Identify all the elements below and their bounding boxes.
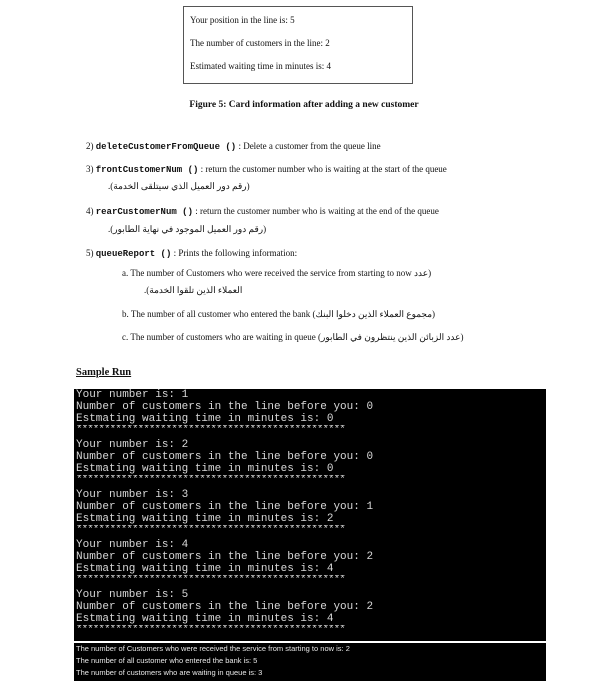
console-block [74,439,546,489]
method-name: deleteCustomerFromQueue () [95,142,237,152]
customer-card [183,6,413,84]
card-position: Your position in the line is: 5 [190,15,295,25]
console-line: Your number is: 3 [76,489,189,501]
figure-caption: Figure 5: Card information after adding a new customer [189,100,419,110]
arabic-note: (رقم دور العميل الذي سيتلقى الخدمة). [108,181,250,191]
summary-line: The number of Customers who were received the service from starting to now is: 2 [76,644,350,653]
console-separator: ************************************************ [76,425,345,436]
sub-letter: b. [122,309,129,319]
console-line: Number of customers in the line before you: 2 [76,601,374,613]
summary-line: The number of customers who are waiting in queue is: 3 [76,668,263,677]
sample-run-heading: Sample Run [76,367,132,378]
console-line: Your number is: 1 [76,389,189,401]
arabic-note: (رقم دور العميل الموجود في نهاية الطابور). [108,224,267,234]
console-separator: ************************************************ [76,525,345,536]
sub-text: The number of all customer who entered the bank [130,309,311,319]
sub-item [122,309,435,320]
console-line: Estmating waiting time in minutes is: 4 [76,613,334,625]
console-line: Estmating waiting time in minutes is: 2 [76,513,334,525]
console-line: Estmating waiting time in minutes is: 0 [76,413,334,425]
sub-letter: a. [122,268,129,278]
console-line: Number of customers in the line before you: 1 [76,501,374,513]
arabic-note: العملاء الذين تلقوا الخدمة). [144,285,243,295]
sub-text: The number of customers who are waiting in queue [130,332,316,342]
item-text: : Delete a customer from the queue line [238,141,381,151]
item-number: 4) [86,206,94,216]
console-block [74,589,546,639]
console-line: Number of customers in the line before you: 0 [76,451,374,463]
console-separator: ************************************************ [76,575,345,586]
method-name: rearCustomerNum () [95,207,193,217]
console-block [74,389,546,439]
sub-letter: c. [122,332,129,342]
console-block [74,489,546,539]
console-line: Estmating waiting time in minutes is: 0 [76,463,334,475]
console-line: Number of customers in the line before you: 0 [76,401,374,413]
console-separator: ************************************************ [76,625,345,636]
card-customers: The number of customers in the line: 2 [190,38,330,48]
card-waiting: Estimated waiting time in minutes is: 4 [190,61,331,71]
console-block [74,539,546,589]
console-line: Estmating waiting time in minutes is: 4 [76,563,334,575]
method-name: queueReport () [95,249,172,259]
arabic-note: (عدد الزبائن الذين ينتظرون في الطابور) [318,332,464,342]
method-name: frontCustomerNum () [95,165,199,175]
console-line: Your number is: 2 [76,439,189,451]
console-line: Number of customers in the line before you: 2 [76,551,374,563]
console-summary [74,641,546,681]
item-text: : return the customer number who is waiting at the start of the queue [200,164,447,174]
list-item [86,164,447,175]
sub-text: The number of Customers who were received the service from starting to now [130,268,412,278]
item-number: 2) [86,141,94,151]
console-line: Your number is: 4 [76,539,189,551]
list-item [86,206,439,217]
console-separator: ************************************************ [76,475,345,486]
sub-item [122,332,463,343]
sub-item [122,268,431,279]
list-item [86,248,297,259]
item-number: 3) [86,164,94,174]
console-line: Your number is: 5 [76,589,189,601]
list-item [86,141,381,152]
summary-line: The number of all customer who entered the bank is: 5 [76,656,258,665]
arabic-note: (عدد [414,268,432,278]
item-text: : Prints the following information: [173,248,298,258]
arabic-note: (مجموع العملاء الذين دخلوا البنك) [312,309,436,319]
item-text: : return the customer number who is waiting at the end of the queue [195,206,439,216]
item-number: 5) [86,248,94,258]
console-output [74,389,546,642]
